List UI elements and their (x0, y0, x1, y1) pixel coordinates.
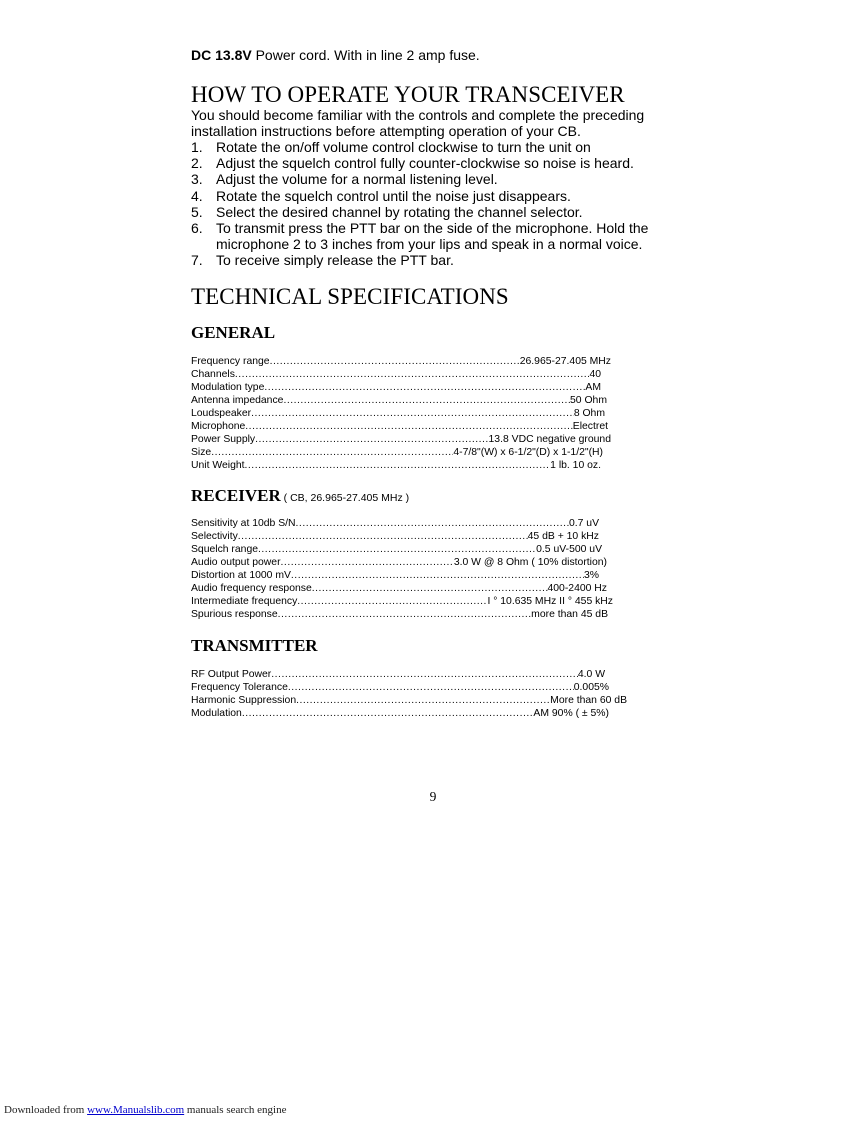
spec-value: 0.7 uV (568, 518, 599, 529)
spec-label: RF Output Power (191, 669, 272, 680)
step-number: 3. (191, 171, 203, 188)
leader-dots (288, 681, 574, 694)
spec-value: AM (585, 382, 601, 393)
power-cord-text: Power cord. With in line 2 amp fuse. (251, 47, 480, 63)
spec-row (191, 556, 623, 569)
spec-value: 4.0 W (577, 669, 605, 680)
spec-row (191, 569, 623, 582)
spec-row (191, 407, 611, 420)
spec-value: 40 (589, 369, 601, 380)
leader-dots (251, 407, 574, 420)
spec-value: 13.8 VDC negative ground (488, 434, 611, 445)
tech-specs-title: TECHNICAL SPECIFICATIONS (191, 284, 509, 309)
spec-label: Intermediate frequency (191, 596, 298, 607)
step-item (191, 204, 671, 220)
step-text: Rotate the squelch control until the noise just disappears. (216, 187, 571, 204)
leader-dots (245, 459, 551, 472)
spec-value: 45 dB + 10 kHz (527, 531, 599, 542)
download-footer (4, 1104, 286, 1116)
leader-dots (283, 394, 570, 407)
step-item (191, 139, 671, 155)
spec-row (191, 420, 611, 433)
spec-label: Antenna impedance (191, 395, 284, 406)
receiver-title: RECEIVER (191, 486, 281, 505)
spec-row (191, 668, 627, 681)
spec-label: Selectivity (191, 531, 238, 542)
leader-dots (291, 569, 584, 582)
spec-row (191, 582, 623, 595)
spec-value: 26.965-27.405 MHz (519, 356, 611, 367)
leader-dots (264, 381, 585, 394)
spec-value: 50 Ohm (570, 395, 607, 406)
leader-dots (281, 556, 454, 569)
step-text: To receive simply release the PTT bar. (216, 252, 454, 269)
spec-label: Power Supply (191, 434, 256, 445)
spec-row (191, 694, 627, 707)
spec-label: Microphone (191, 421, 246, 432)
leader-dots (296, 694, 550, 707)
spec-value: Electret (572, 421, 608, 432)
step-text: To transmit press the PTT bar on the side of the microphone. Hold the microphone 2 to 3 inches from your lips and speak in a normal voice. (216, 220, 649, 253)
spec-label: Channels (191, 369, 235, 380)
leader-dots (211, 446, 453, 459)
leader-dots (258, 543, 536, 556)
power-cord-line (191, 47, 480, 63)
step-number: 6. (191, 220, 203, 237)
spec-value: 3.0 W @ 8 Ohm ( 10% distortion) (453, 557, 607, 568)
spec-value: More than 60 dB (550, 695, 627, 706)
spec-label: Frequency Tolerance (191, 682, 288, 693)
spec-value: AM 90% ( ± 5%) (533, 708, 609, 719)
spec-value: 0.5 uV-500 uV (536, 544, 602, 555)
footer-suffix: manuals search engine (184, 1104, 287, 1116)
spec-label: Modulation type (191, 382, 265, 393)
step-item (191, 188, 671, 204)
spec-row (191, 517, 623, 530)
spec-row (191, 608, 623, 621)
manualslib-link[interactable]: www.Manualslib.com (87, 1104, 185, 1116)
receiver-heading (191, 486, 409, 506)
leader-dots (255, 433, 488, 446)
step-number: 1. (191, 139, 203, 155)
footer-prefix: Downloaded from (4, 1104, 88, 1116)
spec-value: 0.005% (573, 682, 609, 693)
spec-label: Spurious response (191, 609, 278, 620)
spec-label: Unit Weight (191, 460, 245, 471)
leader-dots (312, 582, 548, 595)
receiver-band-note: ( CB, 26.965-27.405 MHz ) (280, 492, 410, 504)
spec-label: Modulation (191, 708, 242, 719)
leader-dots (297, 595, 487, 608)
spec-row (191, 543, 623, 556)
step-item (191, 155, 671, 171)
general-heading: GENERAL (191, 323, 276, 342)
step-number: 7. (191, 252, 203, 269)
page-number: 9 (429, 789, 437, 804)
spec-label: Audio output power (191, 557, 281, 568)
spec-row (191, 707, 627, 720)
step-text: Adjust the squelch control fully counter-clockwise so noise is heard. (216, 155, 634, 172)
spec-label: Sensitivity at 10db S/N (191, 518, 296, 529)
spec-value: 400-2400 Hz (547, 583, 607, 594)
spec-value: 3% (583, 570, 599, 581)
leader-dots (238, 530, 528, 543)
leader-dots (242, 707, 534, 720)
spec-label: Squelch range (191, 544, 259, 555)
spec-label: Audio frequency response (191, 583, 312, 594)
spec-row (191, 681, 627, 694)
spec-row (191, 446, 611, 459)
transmitter-heading: TRANSMITTER (191, 636, 318, 655)
general-specs-table (191, 355, 611, 472)
spec-label: Harmonic Suppression (191, 695, 297, 706)
leader-dots (271, 668, 578, 681)
operate-steps-list (191, 139, 671, 269)
spec-label: Frequency range (191, 356, 270, 367)
receiver-specs-table (191, 517, 623, 621)
spec-label: Distortion at 1000 mV (191, 570, 291, 581)
spec-row (191, 433, 611, 446)
spec-label: Size (191, 447, 212, 458)
leader-dots (278, 608, 532, 621)
spec-value: more than 45 dB (531, 609, 608, 620)
step-item (191, 220, 671, 252)
leader-dots (235, 368, 590, 381)
step-item (191, 252, 671, 268)
spec-value: 1 lb. 10 oz. (550, 460, 601, 471)
operate-section-title: HOW TO OPERATE YOUR TRANSCEIVER (191, 82, 625, 107)
spec-row (191, 381, 611, 394)
step-number: 4. (191, 187, 203, 204)
step-item (191, 171, 671, 187)
spec-row (191, 530, 623, 543)
spec-row (191, 595, 623, 608)
operate-intro: You should become familiar with the controls and complete the preceding installation instructions before attempting operation of your CB. (191, 107, 645, 140)
step-text: Adjust the volume for a normal listening level. (216, 171, 498, 188)
spec-value: I ° 10.635 MHz II ° 455 kHz (487, 596, 613, 607)
spec-row (191, 368, 611, 381)
step-number: 5. (191, 203, 203, 220)
spec-row (191, 355, 611, 368)
spec-row (191, 394, 611, 407)
transmitter-specs-table (191, 668, 627, 720)
spec-label: Loudspeaker (191, 408, 252, 419)
step-text: Rotate the on/off volume control clockwise to turn the unit on (216, 139, 591, 155)
step-number: 2. (191, 155, 203, 172)
leader-dots (245, 420, 572, 433)
spec-value: 8 Ohm (573, 408, 605, 419)
spec-value: 4-7/8"(W) x 6-1/2"(D) x 1-1/2"(H) (453, 447, 603, 458)
power-cord-voltage: DC 13.8V (191, 47, 252, 63)
step-text: Select the desired channel by rotating the channel selector. (216, 203, 583, 220)
spec-row (191, 459, 611, 472)
leader-dots (296, 517, 569, 530)
leader-dots (270, 355, 520, 368)
